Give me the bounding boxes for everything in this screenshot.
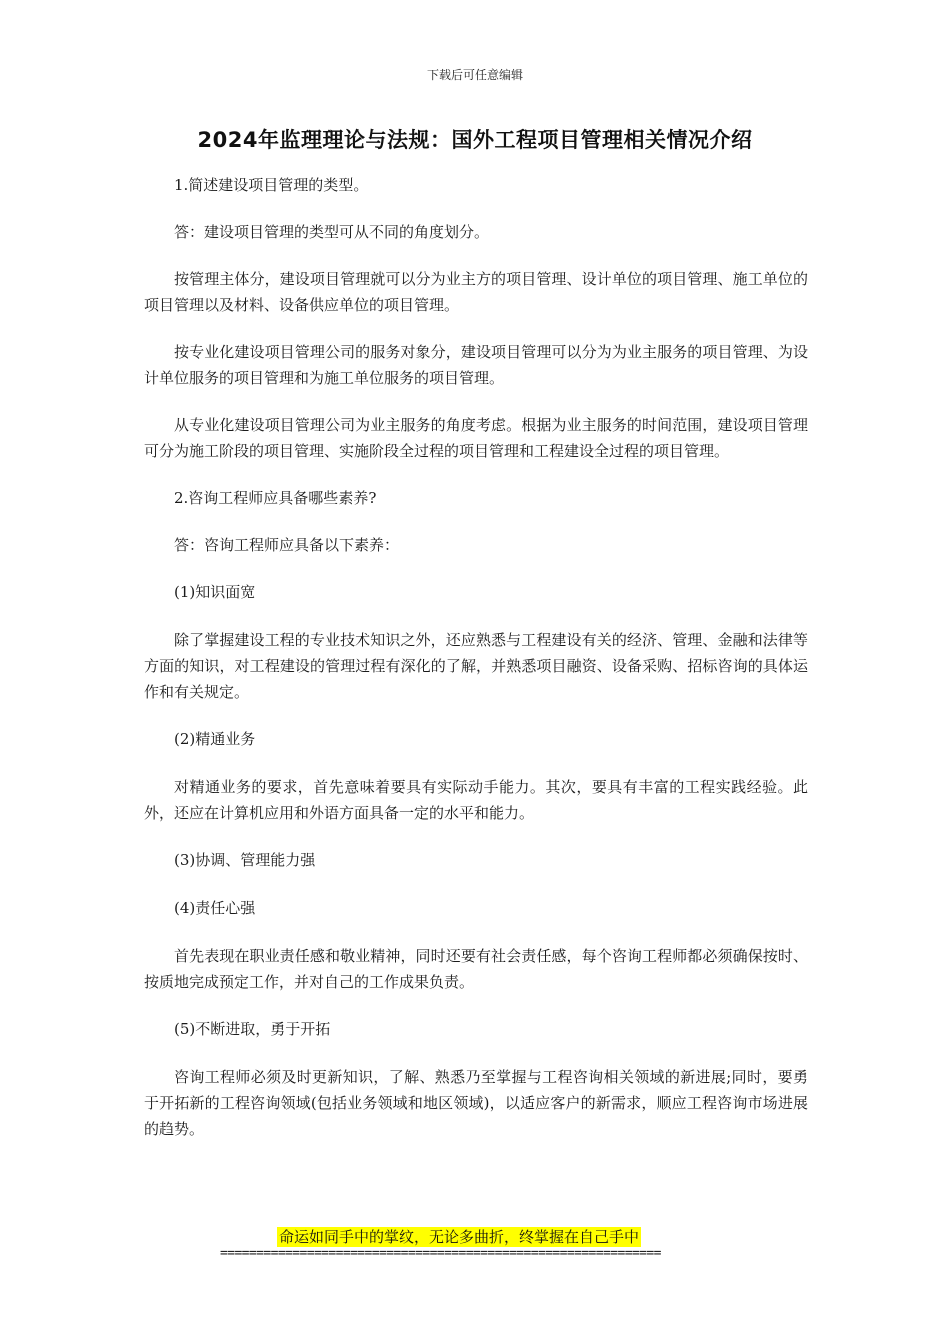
answer-1-paragraph: 从专业化建设项目管理公司为业主服务的角度考虑。根据为业主服务的时间范围，建设项目管理可分为施工阶段的项目管理、实施阶段全过程的项目管理和工程建设全过程的项目管理。 xyxy=(144,416,808,460)
question-2: 2.咨询工程师应具备哪些素养? xyxy=(174,489,377,507)
list-item-heading: (3)协调、管理能力强 xyxy=(174,851,316,869)
question-1: 1.简述建设项目管理的类型。 xyxy=(174,176,369,194)
list-item-heading: (5)不断进取，勇于开拓 xyxy=(174,1020,331,1038)
page-title: 2024年监理理论与法规：国外工程项目管理相关情况介绍 xyxy=(197,128,753,152)
footer-divider: ============================================================= xyxy=(220,1246,661,1261)
list-item-body: 咨询工程师必须及时更新知识，了解、熟悉乃至掌握与工程咨询相关领域的新进展;同时，要勇于开拓新的工程咨询领域(包括业务领域和地区领域)，以适应客户的新需求，顺应工程咨询市场进展的趋势。 xyxy=(144,1068,808,1138)
document-body xyxy=(144,172,808,1163)
answer-1-paragraph: 按管理主体分，建设项目管理就可以分为业主方的项目管理、设计单位的项目管理、施工单位的项目管理以及材料、设备供应单位的项目管理。 xyxy=(144,270,808,314)
list-item-heading: (4)责任心强 xyxy=(174,899,256,917)
footer-motto: 命运如同手中的掌纹，无论多曲折，终掌握在自己手中 xyxy=(279,1228,640,1246)
answer-1-paragraph: 按专业化建设项目管理公司的服务对象分，建设项目管理可以分为为业主服务的项目管理、为设计单位服务的项目管理和为施工单位服务的项目管理。 xyxy=(144,343,808,387)
list-item-body: 对精通业务的要求，首先意味着要具有实际动手能力。其次，要具有丰富的工程实践经验。此外，还应在计算机应用和外语方面具备一定的水平和能力。 xyxy=(144,778,808,822)
list-item-heading: (2)精通业务 xyxy=(174,730,256,748)
list-item-heading: (1)知识面宽 xyxy=(174,583,256,601)
header-note: 下载后可任意编辑 xyxy=(426,68,523,82)
answer-2-intro: 答：咨询工程师应具备以下素养： xyxy=(174,536,400,554)
answer-1-intro: 答：建设项目管理的类型可从不同的角度划分。 xyxy=(174,223,490,241)
list-item-body: 首先表现在职业责任感和敬业精神，同时还要有社会责任感，每个咨询工程师都必须确保按时、按质地完成预定工作，并对自己的工作成果负责。 xyxy=(144,947,808,991)
list-item-body: 除了掌握建设工程的专业技术知识之外，还应熟悉与工程建设有关的经济、管理、金融和法律等方面的知识，对工程建设的管理过程有深化的了解，并熟悉项目融资、设备采购、招标咨询的具体运作和有关规定。 xyxy=(144,631,808,701)
